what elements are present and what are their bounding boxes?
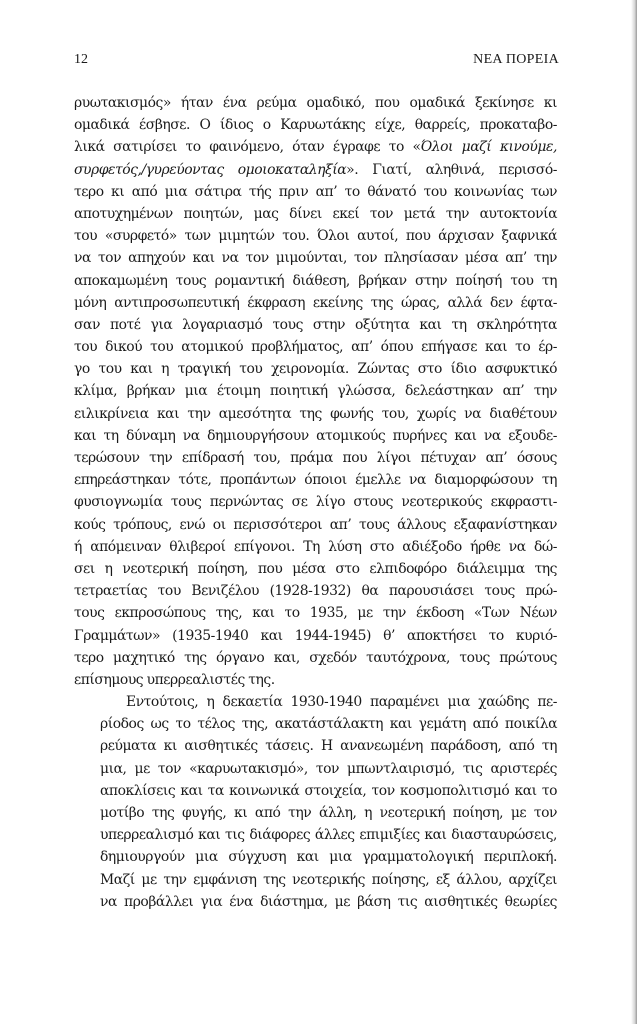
- page-number: 12: [74, 52, 88, 67]
- text-line: μόνη αντιπροσωπευτική έκφραση εκείνης της ώρας, αλλά δεν έφτα-: [74, 294, 557, 311]
- text-line: τερο κι από μια σάτιρα τής πριν απ’ το θάνατό του κοινωνίας των: [74, 183, 557, 200]
- text-line: του «συρφετό» των μιμητών του. Όλοι αυτοί, που άρχισαν ξαφνικά: [74, 228, 557, 245]
- text-line: μια, με τον «καρυωτακισμό», τον μπωντλαιρισμό, τις αριστερές: [100, 760, 557, 777]
- text-line: επηρεάστηκαν τότε, προπάντων όποιοι έμελλε να διαμορφώσουν τη: [74, 472, 557, 489]
- text-line: τους εκπροσώπους της, και το 1935, με την έκδοση «Των Νέων: [74, 605, 557, 622]
- text-line: κλίμα, βρήκαν μια έτοιμη ποιητική γλώσσα, δελεάστηκαν απ’ την: [74, 383, 557, 400]
- text-line: τερώσουν την επίδρασή του, πράμα που λίγοι πέτυχαν απ’ όσους: [74, 450, 557, 466]
- text-segment: ». Γιατί, αληθινά, περισσό-: [346, 161, 557, 178]
- text-line: δημιουργούν μια σύγχυση και μια γραμματολογική περιπλοκή.: [100, 849, 557, 866]
- page-header: [74, 52, 559, 72]
- page-edge-shadow: [631, 0, 637, 1024]
- text-line: και τη δύναμη να δημιουργήσουν ατομικούς πυρήνες και να εξουδε-: [74, 427, 557, 444]
- text-line: ρίοδος ως το τέλος της, ακατάστάλακτη και γεμάτη από ποικίλα: [100, 716, 557, 733]
- running-title: ΝΕΑ ΠΟΡΕΙΑ: [473, 52, 559, 67]
- text-line: να προβάλλει για ένα διάστημα, με βάση τις αισθητικές θεωρίες: [100, 893, 557, 910]
- text-line-with-quote: [74, 159, 557, 181]
- body-text: [74, 92, 557, 913]
- text-line: ή απόμειναν θλιβεροί επίγονοι. Τη λύση στο αδιέξοδο ήρθε να δώ-: [74, 538, 557, 555]
- text-line: ομαδικά έσβησε. Ο ίδιος ο Καρυωτάκης είχε, θαρρείς, προκαταβο-: [74, 117, 557, 134]
- text-line: ρυωτακισμός» ήταν ένα ρεύμα ομαδικό, που ομαδικά ξεκίνησε κι: [74, 95, 557, 111]
- italic-quote-continuation: συρφετός,/γυρεύοντας ομοιοκαταληξία: [74, 161, 347, 178]
- text-segment: λικά σατιρίσει το φαινόμενο, όταν έγραφε το «: [74, 139, 421, 156]
- text-line: ρεύματα κι αισθητικές τάσεις. Η ανανεωμένη παράδοση, από τη: [100, 738, 557, 755]
- text-line: τετραετίας του Βενιζέλου (1928-1932) θα παρουσιάσει τους πρώ-: [74, 583, 557, 600]
- paragraph-1: [74, 92, 557, 691]
- text-line: αποτυχημένων ποιητών, μας δίνει εκεί τον μετά την αυτοκτονία: [74, 205, 557, 222]
- text-line: ειλικρίνεια και την αμεσότητα της φωνής του, χωρίς να διαθέτουν: [74, 405, 557, 422]
- paragraph-2: [74, 691, 557, 913]
- text-line: του δικού του ατομικού προβλήματος, απ’ όπου επήγασε και το έρ-: [74, 339, 557, 356]
- text-line: τερο μαχητικό της όργανο και, σχεδόν ταυτόχρονα, τους πρώτους: [74, 649, 557, 666]
- italic-quote: Όλοι μαζί κινούμε,: [420, 139, 557, 156]
- text-line: να τον απηχούν και να τον μιμούνται, τον πλησίασαν μέσα απ’ την: [74, 250, 557, 267]
- text-line: αποκλίσεις και τα κοινωνικά στοιχεία, τον κοσμοπολιτισμό και το: [100, 782, 557, 799]
- text-line: Μαζί με την εμφάνιση της νεοτερικής ποίησης, εξ άλλου, αρχίζει: [100, 871, 557, 888]
- text-line: σει η νεοτερική ποίηση, που μέσα στο ελπιδοφόρο διάλειμμα της: [74, 560, 557, 577]
- text-line: Γραμμάτων» (1935-1940 και 1944-1945) θ’ αποκτήσει το κυριό-: [74, 627, 557, 644]
- text-line: αποκαμωμένη τους ρομαντική διάθεση, βρήκαν στην ποίησή του τη: [74, 272, 557, 289]
- text-line: υπερρεαλισμό και τις διάφορες άλλες επιμιξίες και διασταυρώσεις,: [100, 827, 557, 844]
- text-line: επίσημους υπερρεαλιστές της.: [74, 671, 275, 688]
- text-line: Εντούτοις, η δεκαετία 1930-1940 παραμένει μια χαώδης πε-: [126, 694, 557, 711]
- text-line: φυσιογνωμία τους περνώντας σε λίγο στους νεοτερικούς εκφραστι-: [74, 494, 557, 511]
- text-line-with-quote: [74, 136, 557, 158]
- text-line: κούς τρόπους, ενώ οι περισσότεροι απ’ τους άλλους εξαφανίστηκαν: [74, 516, 557, 533]
- text-line: μοτίβο της φυγής, κι από την άλλη, η νεοτερική ποίηση, με τον: [100, 805, 557, 821]
- text-line: σαν ποτέ για λογαριασμό τους στην οξύτητα και τη σκληρότητα: [74, 316, 557, 333]
- text-line: γο του και η τραγική του χειρονομία. Ζώντας στο ίδιο ασφυκτικό: [74, 361, 557, 378]
